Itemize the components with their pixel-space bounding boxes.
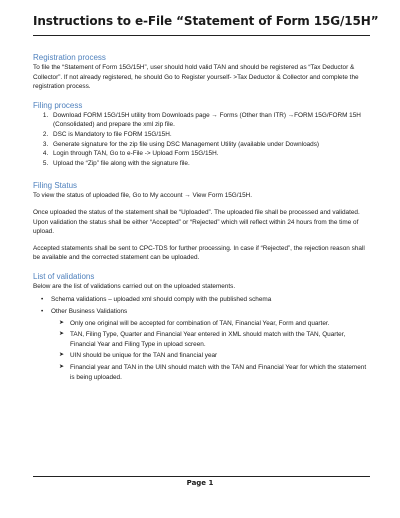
filing-status-heading: Filing Status [33,181,78,191]
sub-validation-text: Only one original will be accepted for combination of TAN, Financial Year, Form and quarter. [70,319,330,327]
list-item [41,295,370,305]
list-item [41,307,370,382]
page-number: Page 1 [186,479,214,487]
filing-step: 1. Download FORM 15G/15H utility from Downloads page → Forms (Other than ITR) →FORM 15G/FORM 15H (Consolidated) and prepare the xml zip file. [50,111,370,130]
sub-validation-text: Financial year and TAN in the UIN should match with the TAN and Financial Year for which the statement is being uploaded. [70,364,367,381]
list-item [59,363,370,382]
validations-section [33,271,370,382]
document-body [33,52,370,382]
validations-list [33,295,370,383]
registration-text: To file the “Statement of Form 15G/15H”, user should hold valid TAN and should be registered as “Tax Deductor & Collector”. If not already registered, he should Go to Register yourself- >Tax Deductor & Collector and complete the registration process. [33,64,359,91]
arrow-bullet-icon: ➤ [59,364,65,371]
list-item [59,319,370,329]
filing-status-text: Accepted statements shall be sent to CPC-TDS for further processing. In case if “Rejected”, the rejection reason shall be available and the corrected statement can be uploaded. [33,244,365,262]
filing-step: 5. Upload the “Zip” file along with the signature file. [50,159,370,169]
footer-rule [33,476,370,477]
business-validations-list [51,319,370,383]
registration-heading: Registration process [33,53,106,62]
validations-heading: List of validations [33,271,95,281]
sub-validation-text: UIN should be unique for the TAN and financial year [70,352,218,360]
filing-status-text: To view the status of uploaded file, Go to My account → View Form 15G/15H. [33,192,253,200]
filing-step: 4. Login through TAN, Go to e-File -> Upload Form 15G/15H. [50,149,370,159]
filing-step: 2. DSC is Mandatory to file FORM 15G/15H. [50,130,370,140]
bullet-icon: • [41,308,44,316]
filing-status-text: Once uploaded the status of the statement shall be “Uploaded”. The uploaded file shall be processed and validated. Upon validation the status shall be either “Accepted” or “Rejected” which will reflect within 24 hours from the time of upload. [33,208,360,236]
validation-item-text: Other Business Validations [51,308,128,316]
list-item [59,330,370,349]
bullet-icon: • [41,295,44,303]
filing-steps-list [33,111,370,169]
registration-section [33,52,370,92]
page-title: Instructions to e-File “Statement of Form 15G/15H” [33,14,379,28]
arrow-bullet-icon: ➤ [59,352,65,359]
filing-status-section [33,180,370,263]
filing-process-section [33,100,370,169]
list-item [59,351,370,361]
filing-process-heading: Filing process [33,100,83,110]
header-rule [33,35,370,36]
validation-item-text: Schema validations – uploaded xml should comply with the published schema [51,295,272,303]
filing-step: 3. Generate signature for the zip file using DSC Management Utility (available under Downloads) [50,140,370,150]
arrow-bullet-icon: ➤ [59,331,65,338]
sub-validation-text: TAN, Filing Type, Quarter and Financial Year entered in XML should match with the TAN, Quarter, Financial Year and Filing Type in upload screen. [70,331,346,348]
arrow-bullet-icon: ➤ [59,319,65,326]
validations-intro: Below are the list of validations carried out on the uploaded statements. [33,282,236,290]
